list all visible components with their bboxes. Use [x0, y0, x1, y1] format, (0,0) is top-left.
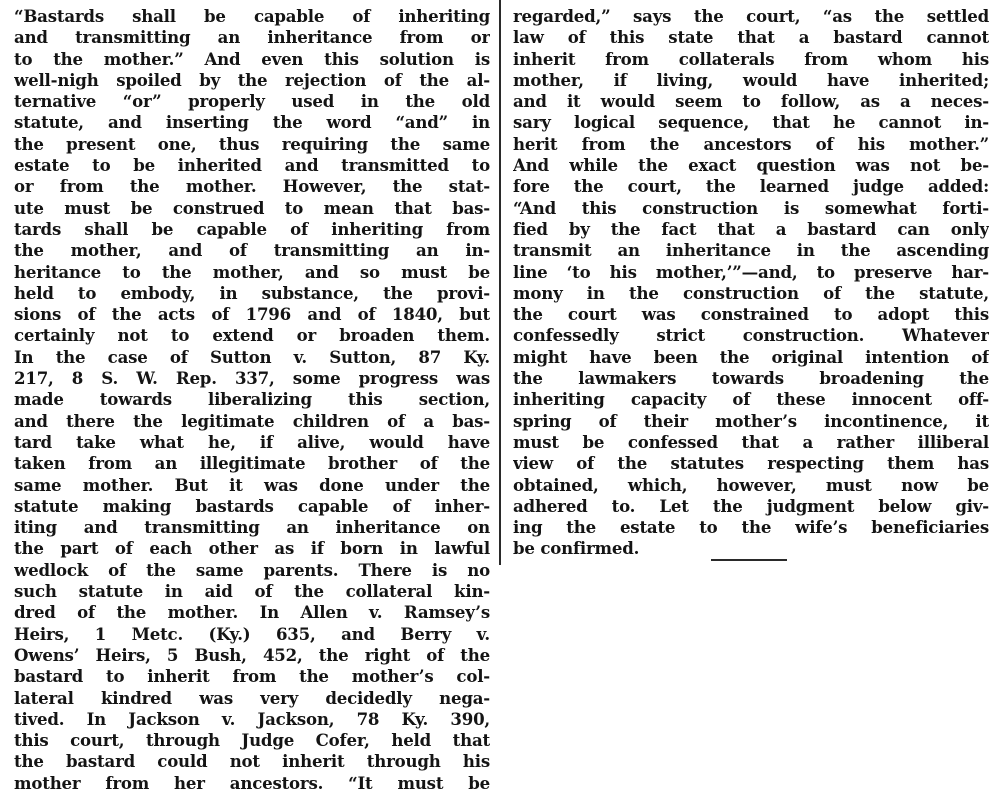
text-line: the bastard could not inherit through his — [14, 751, 490, 772]
text-line: wedlock of the same parents. There is no — [14, 559, 490, 580]
text-line: heritance to the mother, and so must be — [14, 261, 490, 282]
end-of-article-rule — [711, 559, 787, 561]
text-line: view of the statutes respecting them has — [513, 453, 989, 474]
text-line: estate to be inherited and transmitted to — [14, 155, 490, 176]
text-line: held to embody, in substance, the provi- — [14, 282, 490, 303]
text-line: mony in the construction of the statute, — [513, 282, 989, 303]
text-line: the mother, and of transmitting an in- — [14, 240, 490, 261]
text-line: to the mother.” And even this solution is — [14, 48, 490, 69]
text-line: tards shall be capable of inheriting from — [14, 218, 490, 239]
text-line: herit from the ancestors of his mother.” — [513, 133, 989, 154]
text-line: sions of the acts of 1796 and of 1840, but — [14, 304, 490, 325]
text-line: mother from her ancestors. “It must be — [14, 772, 490, 793]
text-line: the court was constrained to adopt this — [513, 304, 989, 325]
text-line: 217, 8 S. W. Rep. 337, some progress was — [14, 368, 490, 389]
text-line: might have been the original intention of — [513, 346, 989, 367]
text-line: inherit from collaterals from whom his — [513, 48, 989, 69]
text-line: adhered to. Let the judgment below giv- — [513, 495, 989, 516]
text-line: and there the legitimate children of a bas- — [14, 410, 490, 431]
text-line: well-nigh spoiled by the rejection of the al- — [14, 69, 490, 90]
left-column — [14, 6, 490, 794]
text-line: tard take what he, if alive, would have — [14, 431, 490, 452]
text-line: Heirs, 1 Metc. (Ky.) 635, and Berry v. — [14, 623, 490, 644]
text-line: this court, through Judge Cofer, held that — [14, 730, 490, 751]
text-line: made towards liberalizing this section, — [14, 389, 490, 410]
text-line: the lawmakers towards broadening the — [513, 368, 989, 389]
text-line: law of this state that a bastard cannot — [513, 27, 989, 48]
text-line: inheriting capacity of these innocent off- — [513, 389, 989, 410]
text-line: mother, if living, would have inherited; — [513, 69, 989, 90]
text-line: dred of the mother. In Allen v. Ramsey’s — [14, 602, 490, 623]
text-line: ute must be construed to mean that bas- — [14, 197, 490, 218]
text-line: must be confessed that a rather illiberal — [513, 431, 989, 452]
text-line: confessedly strict construction. Whatever — [513, 325, 989, 346]
text-line: and it would seem to follow, as a neces- — [513, 91, 989, 112]
text-line: such statute in aid of the collateral kin- — [14, 581, 490, 602]
text-line: fied by the fact that a bastard can only — [513, 218, 989, 239]
text-line: “And this construction is somewhat forti- — [513, 197, 989, 218]
text-line: and transmitting an inheritance from or — [14, 27, 490, 48]
text-line: lateral kindred was very decidedly nega- — [14, 687, 490, 708]
text-line: or from the mother. However, the stat- — [14, 176, 490, 197]
text-line: line ‘to his mother,’”—and, to preserve har- — [513, 261, 989, 282]
text-line: same mother. But it was done under the — [14, 474, 490, 495]
right-column — [513, 6, 989, 560]
text-line: iting and transmitting an inheritance on — [14, 517, 490, 538]
text-line: the part of each other as if born in lawful — [14, 538, 490, 559]
text-line: “Bastards shall be capable of inheriting — [14, 6, 490, 26]
text-line: the present one, thus requiring the same — [14, 133, 490, 154]
text-line: bastard to inherit from the mother’s col- — [14, 666, 490, 687]
text-line: statute making bastards capable of inher- — [14, 495, 490, 516]
text-line: tived. In Jackson v. Jackson, 78 Ky. 390, — [14, 708, 490, 729]
text-line: certainly not to extend or broaden them. — [14, 325, 490, 346]
text-line: transmit an inheritance in the ascending — [513, 240, 989, 261]
text-line: And while the exact question was not be- — [513, 155, 989, 176]
text-line: obtained, which, however, must now be — [513, 474, 989, 495]
text-line: taken from an illegitimate brother of the — [14, 453, 490, 474]
text-line: statute, and inserting the word “and” in — [14, 112, 490, 133]
column-divider — [499, 0, 501, 565]
text-line: spring of their mother’s incontinence, it — [513, 410, 989, 431]
text-line: sary logical sequence, that he cannot in- — [513, 112, 989, 133]
text-line: ing the estate to the wife’s beneficiaries — [513, 517, 989, 538]
text-line: regarded,” says the court, “as the settled — [513, 6, 989, 26]
text-line: In the case of Sutton v. Sutton, 87 Ky. — [14, 346, 490, 367]
text-line: Owens’ Heirs, 5 Bush, 452, the right of the — [14, 644, 490, 665]
text-line: fore the court, the learned judge added: — [513, 176, 989, 197]
text-line: ternative “or” properly used in the old — [14, 91, 490, 112]
text-line: be confirmed. — [513, 538, 640, 559]
